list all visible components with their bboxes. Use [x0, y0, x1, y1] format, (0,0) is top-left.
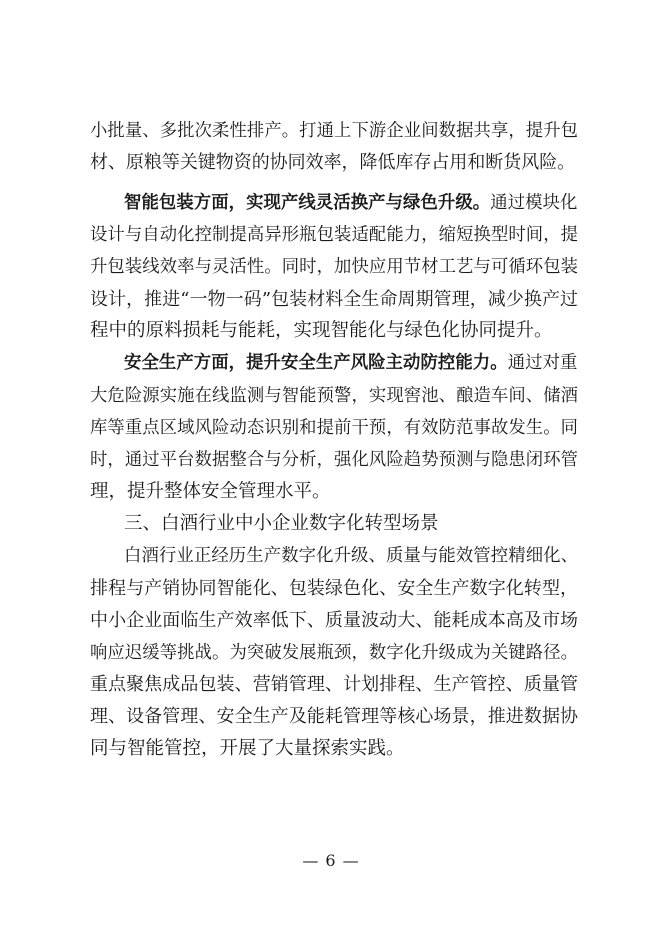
paragraph-3-line-4: 时，通过平台数据整合与分析，强化风险趋势预测与隐患闭环管 — [90, 450, 579, 470]
paragraph-2-line-1 — [124, 190, 578, 216]
paragraph-1-line-1: 小批量、多批次柔性排产。打通上下游企业间数据共享，提升包 — [90, 121, 579, 141]
paragraph-4-line-7: 同与智能管控，开展了大量探索实践。 — [90, 738, 405, 759]
paragraph-2-line-2: 设计与自动化控制提高异形瓶包装适配能力，缩短换型时间，提 — [90, 225, 579, 245]
paragraph-2-line-3: 升包装线效率与灵活性。同时，加快应用节材工艺与可循环包装 — [90, 257, 579, 277]
paragraph-4-line-1: 白酒行业正经历生产数字化升级、质量与能效管控精细化、 — [124, 546, 579, 566]
paragraph-4-line-6: 理、设备管理、安全生产及能耗管理等核心场景，推进数据协 — [90, 706, 579, 727]
paragraph-3-line-2: 大危险源实施在线监测与智能预警，实现窖池、酿造车间、储酒 — [90, 386, 579, 406]
paragraph-4-line-5: 重点聚焦成品包装、营销管理、计划排程、生产管控、质量管 — [90, 674, 579, 695]
paragraph-3-line-1 — [124, 350, 578, 376]
page-number: — 6 — — [302, 851, 360, 870]
section-heading: 三、白酒行业中小企业数字化转型场景 — [124, 513, 439, 534]
paragraph-4-line-3: 中小企业面临生产效率低下、质量波动大、能耗成本高及市场 — [90, 610, 579, 631]
paragraph-3-first-rest: 通过对重 — [507, 353, 578, 373]
paragraph-2-lead: 智能包装方面，实现产线灵活换产与绿色升级。 — [124, 193, 491, 213]
paragraph-1-line-2: 材、原粮等关键物资的协同效率，降低库存占用和断货风险。 — [90, 152, 576, 173]
paragraph-4-line-4: 响应迟缓等挑战。为突破发展瓶颈，数字化升级成为关键路径。 — [90, 643, 579, 663]
paragraph-2-first-rest: 通过模块化 — [490, 193, 578, 213]
paragraph-3-line-3: 库等重点区域风险动态识别和提前干预，有效防范事故发生。同 — [90, 418, 579, 438]
paragraph-3-lead: 安全生产方面，提升安全生产风险主动防控能力。 — [124, 353, 508, 373]
paragraph-4-line-2: 排程与产销协同智能化、包装绿色化、安全生产数字化转型， — [90, 578, 579, 599]
paragraph-2-line-5: 程中的原料损耗与能耗，实现智能化与绿色化协同提升。 — [90, 320, 553, 341]
paragraph-2-line-4: 设计，推进“一物一码”包装材料全生命周期管理，减少换产过 — [90, 289, 579, 310]
paragraph-3-line-5: 理，提升整体安全管理水平。 — [90, 481, 331, 502]
